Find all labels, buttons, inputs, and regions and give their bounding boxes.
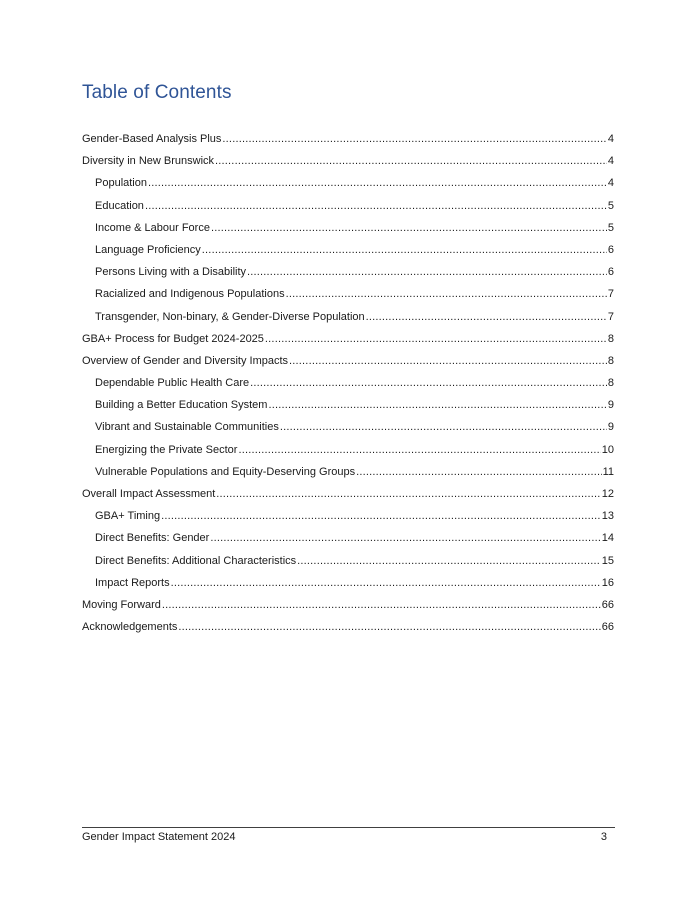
toc-leader-dots [148,172,607,194]
toc-entry-label: Language Proficiency [95,243,201,256]
footer-page-number: 3 [600,831,607,843]
toc-entry[interactable] [82,150,614,172]
toc-leader-dots [280,416,607,438]
toc-entry-label: Population [95,177,147,190]
toc-entry-page: 4 [607,177,614,190]
toc-entry-page: 7 [607,310,614,323]
toc-entry-page: 6 [607,266,614,279]
toc-leader-dots [211,217,607,239]
toc-entry-page: 66 [601,598,614,611]
toc-entry-page: 8 [607,377,614,390]
toc-leader-dots [178,616,600,638]
toc-entry-label: Overview of Gender and Diversity Impacts [82,354,289,367]
toc-entry-page: 7 [607,288,614,301]
toc-entry-label: Direct Benefits: Additional Characteristics [95,554,297,567]
toc-leader-dots [366,306,607,328]
toc-entry-label: GBA+ Process for Budget 2024-2025 [82,332,264,345]
toc-leader-dots [210,527,600,549]
toc-entry-page: 10 [601,443,614,456]
toc-leader-dots [216,483,600,505]
toc-entry-page: 8 [607,354,614,367]
toc-entry[interactable] [82,328,614,350]
toc-entry-label: Vulnerable Populations and Equity-Deserving Groups [95,465,356,478]
toc-entry[interactable] [82,195,614,217]
toc-leader-dots [247,261,607,283]
toc-leader-dots [215,150,607,172]
toc-leader-dots [286,283,607,305]
toc-leader-dots [222,128,606,150]
toc-entry-label: Transgender, Non-binary, & Gender-Diverse Population [95,310,365,323]
toc-entry-label: Dependable Public Health Care [95,377,250,390]
toc-entry-page: 66 [601,621,614,634]
toc-leader-dots [162,594,601,616]
toc-entry-page: 9 [607,421,614,434]
toc-entry-label: Impact Reports [95,576,170,589]
toc-entry-page: 16 [601,576,614,589]
toc-leader-dots [297,550,601,572]
toc-entry-page: 11 [602,465,614,478]
toc-entry-label: Direct Benefits: Gender [95,532,210,545]
toc-entry-label: Diversity in New Brunswick [82,155,215,168]
toc-entry-page: 9 [607,399,614,412]
toc-entry-label: Racialized and Indigenous Populations [95,288,285,301]
toc-entry-page: 4 [607,155,614,168]
toc-entry[interactable] [82,416,614,438]
toc-entry-page: 13 [601,510,614,523]
toc-entry-label: Acknowledgements [82,621,178,634]
footer-title: Gender Impact Statement 2024 [82,831,236,843]
toc-leader-dots [161,505,601,527]
toc-entry-label: Moving Forward [82,598,161,611]
toc-entry[interactable] [82,483,614,505]
toc-leader-dots [268,394,606,416]
toc-entry[interactable] [82,439,614,461]
toc-entry[interactable] [82,172,614,194]
toc-entry-label: Overall Impact Assessment [82,488,216,500]
toc-entry-page: 6 [607,243,614,256]
toc-entry-label: Education [95,199,144,212]
toc-entry[interactable] [82,372,614,394]
toc-title: Table of Contents [82,82,232,103]
toc-entry[interactable] [82,128,614,150]
toc-entry-label: Vibrant and Sustainable Communities [95,421,279,434]
toc-list [82,128,614,638]
toc-leader-dots [171,572,601,594]
toc-entry[interactable] [82,616,614,638]
toc-entry[interactable] [82,572,614,594]
toc-entry-label: Energizing the Private Sector [95,443,238,456]
toc-entry[interactable] [82,394,614,416]
toc-entry-page: 5 [607,199,614,212]
toc-leader-dots [356,461,601,483]
toc-leader-dots [250,372,607,394]
toc-entry-page: 5 [607,221,614,234]
toc-entry[interactable] [82,239,614,261]
toc-entry-label: Income & Labour Force [95,221,210,234]
toc-entry-label: Persons Living with a Disability [95,266,247,279]
toc-entry[interactable] [82,350,614,372]
toc-entry[interactable] [82,505,614,527]
toc-entry[interactable] [82,461,614,483]
toc-entry-label: Gender-Based Analysis Plus [82,133,222,145]
toc-leader-dots [145,195,607,217]
toc-entry[interactable] [82,217,614,239]
page-footer [82,827,615,843]
toc-entry-page: 14 [601,532,614,545]
toc-entry-page: 4 [607,133,614,145]
toc-entry[interactable] [82,261,614,283]
toc-entry-page: 8 [607,332,614,345]
toc-entry-label: GBA+ Timing [95,510,161,523]
toc-leader-dots [265,328,607,350]
toc-leader-dots [202,239,607,261]
toc-entry[interactable] [82,306,614,328]
toc-leader-dots [238,439,600,461]
toc-entry-page: 15 [601,554,614,567]
toc-entry[interactable] [82,283,614,305]
toc-entry[interactable] [82,594,614,616]
toc-leader-dots [289,350,607,372]
toc-entry[interactable] [82,527,614,549]
toc-entry-label: Building a Better Education System [95,399,268,412]
toc-entry-page: 12 [601,488,614,500]
toc-entry[interactable] [82,550,614,572]
